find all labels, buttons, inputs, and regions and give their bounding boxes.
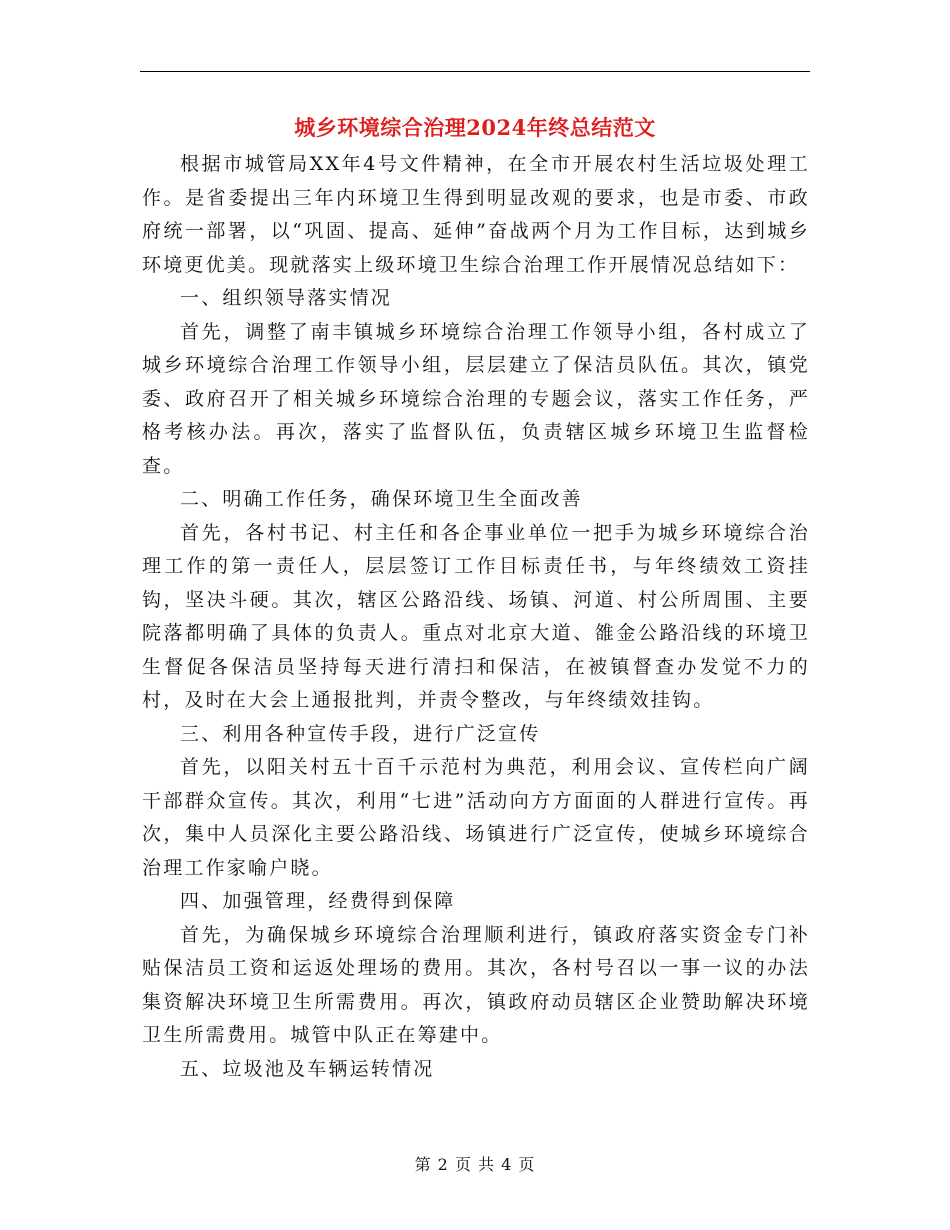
paragraph-section-2: 首先，各村书记、村主任和各企事业单位一把手为城乡环境综合治理工作的第一责任人，层层签订工作目标责任书，与年终绩效工资挂钩，坚决斗硬。其次，辖区公路沿线、场镇、河道、村公所周围、主要院落都明确了具体的负责人。重点对北京大道、雒金公路沿线的环境卫生督促各保洁员坚持每天进行清扫和保洁，在被镇督查办发觉不力的村，及时在大会上通报批判，并责令整改，与年终绩效挂钩。	[142, 521, 810, 711]
paragraph-section-3: 首先，以阳关村五十百千示范村为典范，利用会议、宣传栏向广阔干部群众宣传。其次，利用“七进”活动向方方面面的人群进行宣传。再次，集中人员深化主要公路沿线、场镇进行广泛宣传，使城乡环境综合治理工作家喻户晓。	[142, 756, 810, 879]
section-heading-1: 一、组织领导落实情况	[180, 287, 393, 309]
document-body	[142, 148, 810, 1086]
paragraph-section-1: 首先，调整了南丰镇城乡环境综合治理工作领导小组，各村成立了城乡环境综合治理工作领导小组，层层建立了保洁员队伍。其次，镇党委、政府召开了相关城乡环境综合治理的专题会议，落实工作任务，严格考核办法。再次，落实了监督队伍，负责辖区城乡环境卫生监督检查。	[142, 320, 810, 477]
section-heading-5: 五、垃圾池及车辆运转情况	[180, 1057, 435, 1080]
section-heading-3: 三、利用各种宣传手段，进行广泛宣传	[180, 722, 541, 745]
document-title: 城乡环境综合治理2024年终总结范文	[294, 115, 656, 140]
paragraph-section-4: 首先，为确保城乡环境综合治理顺利进行，镇政府落实资金专门补贴保洁员工资和运返处理场的费用。其次，各村号召以一事一议的办法集资解决环境卫生所需费用。再次，镇政府动员辖区企业赞助解决环境卫生所需费用。城管中队正在筹建中。	[142, 923, 810, 1046]
page-number-footer: 第 2 页 共 4 页	[414, 1155, 536, 1174]
section-heading-4: 四、加强管理，经费得到保障	[180, 890, 456, 912]
paragraph-intro: 根据市城管局XX年4号文件精神，在全市开展农村生活垃圾处理工作。是省委提出三年内环境卫生得到明显改观的要求，也是市委、市政府统一部署，以“巩固、提高、延伸”奋战两个月为工作目标，达到城乡环境更优美。现就落实上级环境卫生综合治理工作开展情况总结如下：	[142, 153, 810, 276]
header-rule	[140, 71, 810, 72]
section-heading-2: 二、明确工作任务，确保环境卫生全面改善	[180, 488, 583, 510]
